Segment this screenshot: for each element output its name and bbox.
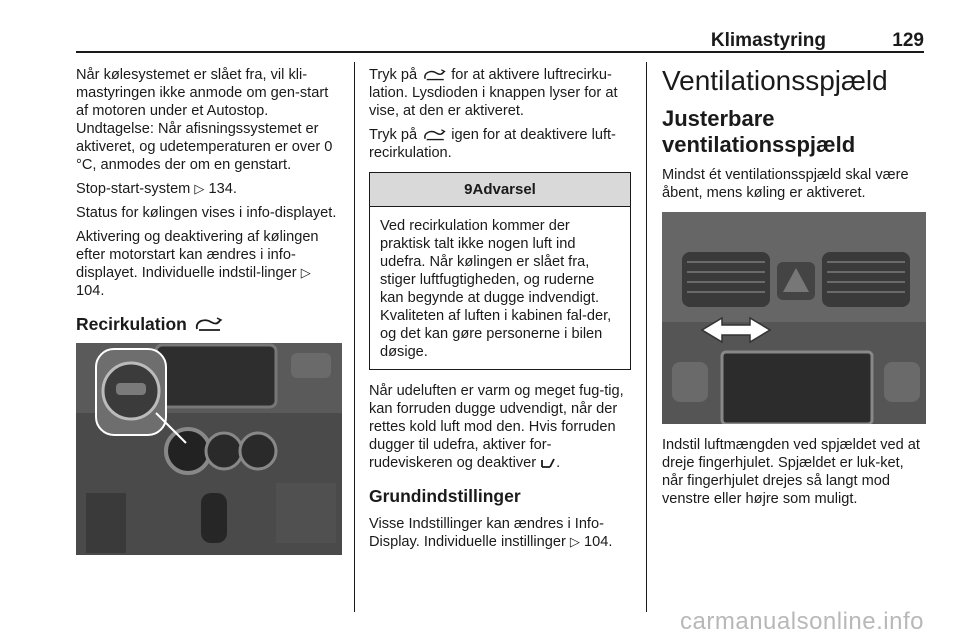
recirculation-button-photo xyxy=(76,343,342,555)
recirc-deactivate-text-a: Tryk på xyxy=(369,127,418,143)
cooling-autostop-paragraph: Når kølesystemet er slået fra, vil kli-mastyringen ikke anmode om gen-start af motoren under et Autostop. Undtagelse: Når afisningssystemet er aktiveret, og udetemperaturen er over 0 °C, anmodes der om en genstart. xyxy=(76,67,333,173)
warning-header xyxy=(370,173,630,207)
recirc-deactivate-text-b: igen for at deaktivere luft-recirkulation. xyxy=(369,127,616,161)
wiper-icon xyxy=(540,457,556,469)
recirc-activate-text-b: for at aktivere luftrecirku-lation. Lysdioden i knappen lyser for at vise, at den er aktiveret. xyxy=(369,67,618,119)
windscreen-fog-paragraph: Når udeluften er varm og meget fug-tig, kan forruden dugge udvendigt, når der rettes kold luft mod den. Hvis forruden dugger til udefra, aktiver for-rudeviskeren og deaktiver . xyxy=(369,383,624,471)
recirculation-icon xyxy=(421,69,447,82)
air-vents-photo xyxy=(662,212,926,424)
header-rule xyxy=(76,51,924,53)
page-ref-arrow-icon: ▷ xyxy=(569,534,580,549)
cooling-settings-text: Aktivering og deaktivering af kølingen efter motorstart kan ændres i info-displayet. Individuelle indstil-linger xyxy=(76,229,319,281)
page-ref-104: 104. xyxy=(583,534,613,550)
cooling-status-paragraph: Status for kølingen vises i info-displayet. xyxy=(76,205,337,221)
recirculation-icon xyxy=(421,129,447,142)
page-number: 129 xyxy=(892,30,924,51)
recirculation-icon xyxy=(193,317,223,333)
page-ref-arrow-icon: ▷ xyxy=(300,265,311,280)
recirc-deactivate-paragraph xyxy=(369,126,632,162)
windscreen-fog-text: Når udeluften er varm og meget fug-tig, kan forruden dugge udvendigt, når der rettes kold luft mod den. Hvis forruden dugger til udefra, aktiver for-rudeviskeren og deaktiver xyxy=(369,383,624,471)
basic-settings-heading: Grundindstillinger xyxy=(369,486,521,506)
column-2 xyxy=(369,66,632,557)
warning-body: Ved recirkulation kommer der praktisk talt ikke nogen luft ind udefra. Når kølingen er slået fra, stiger luftfugtigheden, og ruderne kan begynde at dugge indvendigt. Kvaliteten af luften i kabinen fal-der, og det kan gøre personerne i bilen døsige. xyxy=(380,218,612,360)
warning-title: Advarsel xyxy=(472,181,536,198)
stop-start-text: Stop-start-system xyxy=(76,181,191,197)
watermark: carmanualsonline.info xyxy=(680,608,924,635)
page-ref-134: 134. xyxy=(208,181,237,197)
column-3 xyxy=(662,66,926,514)
page-ref-arrow-icon: ▷ xyxy=(194,181,205,196)
column-divider-1 xyxy=(354,62,355,612)
page-ref-104: 104. xyxy=(76,283,105,299)
recirc-activate-text-a: Tryk på xyxy=(369,67,418,83)
basic-settings-text: Visse Indstillinger kan ændres i Info-Display. Individuelle instillinger xyxy=(369,516,604,550)
basic-settings-paragraph xyxy=(369,515,632,551)
column-divider-2 xyxy=(646,62,647,612)
cooling-settings-paragraph xyxy=(76,228,342,300)
column-1 xyxy=(76,66,342,555)
recirc-activate-paragraph xyxy=(369,66,632,120)
adjustable-vents-heading: Justerbare ventilationsspjæld xyxy=(662,106,856,157)
page-header-title: Klimastyring xyxy=(710,30,826,51)
stop-start-reference xyxy=(76,180,342,198)
warning-box xyxy=(369,172,631,370)
ventilation-heading: Ventilationsspjæld xyxy=(662,65,888,96)
warning-symbol: 9 xyxy=(464,181,473,198)
recirculation-heading xyxy=(76,314,342,335)
vent-open-paragraph: Mindst ét ventilationsspjæld skal være åbent, mens køling er aktiveret. xyxy=(662,167,909,201)
recirculation-heading-text: Recirkulation xyxy=(76,314,187,334)
vent-adjust-paragraph: Indstil luftmængden ved spjældet ved at dreje fingerhjulet. Spjældet er luk-ket, når fingerhjulet drejes så langt mod venstre eller højre som muligt. xyxy=(662,437,920,507)
